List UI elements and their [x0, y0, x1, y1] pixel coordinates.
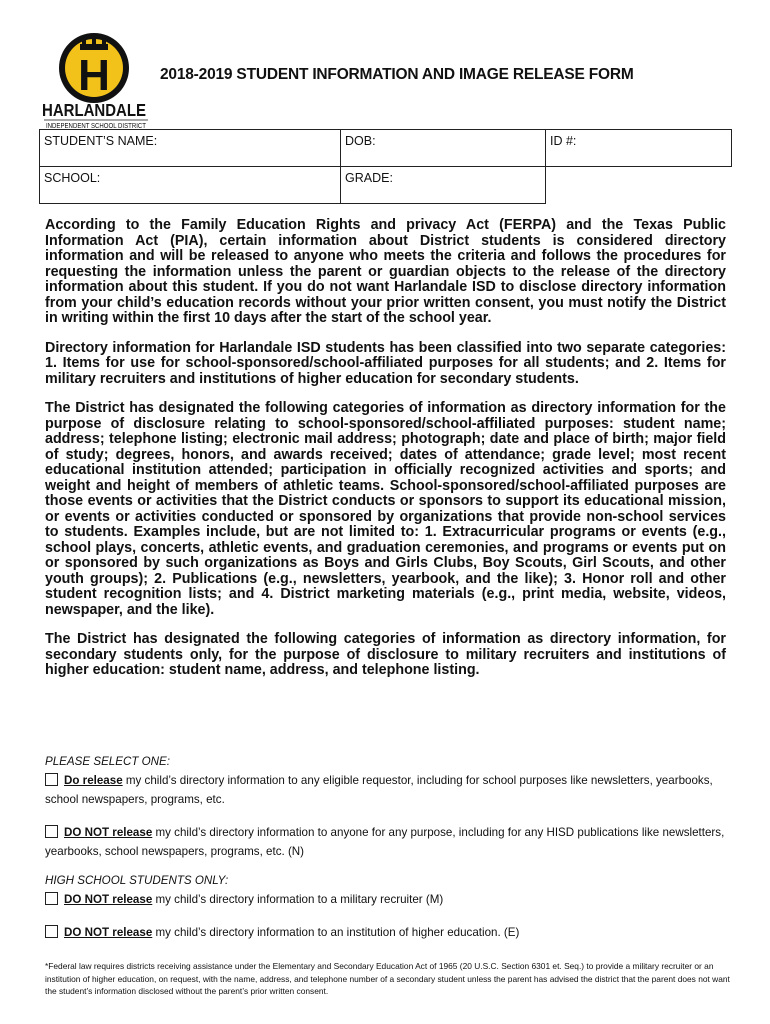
grade-field[interactable]: GRADE:: [341, 167, 546, 204]
categories-paragraph: Directory information for Harlandale ISD students has been classified into two separate categories: 1. Items for use for school-sponsored/school-affiliated purposes for all students; and 2. Items for military recruiters and institutions of higher education for secondary students.: [45, 339, 726, 387]
form-title: 2018-2019 STUDENT INFORMATION AND IMAGE RELEASE FORM: [160, 66, 634, 83]
id-field[interactable]: ID #:: [546, 130, 732, 167]
empty-cell: [546, 167, 732, 204]
option-higher-education: DO NOT release my child’s directory information to an institution of higher education. (E): [45, 923, 731, 942]
school-field[interactable]: SCHOOL:: [40, 167, 341, 204]
please-select-label: PLEASE SELECT ONE:: [45, 755, 171, 768]
high-school-label: HIGH SCHOOL STUDENTS ONLY:: [45, 874, 229, 887]
option-do-not-release: DO NOT release my child’s directory information to anyone for any purpose, including for any HISD publications like newsletters, yearbooks, school newspapers, programs, etc. (N): [45, 826, 725, 858]
dob-field[interactable]: DOB:: [341, 130, 546, 167]
option-military: DO NOT release my child’s directory information to a military recruiter (M): [45, 890, 731, 909]
svg-text:HARLANDALE: HARLANDALE: [42, 100, 146, 120]
harlandale-seal-icon: [44, 30, 152, 130]
secondary-paragraph: The District has designated the following categories of information as directory information, for secondary students only, for the purpose of disclosure to military recruiters and institutions of higher education: student name, address, and telephone listing.: [45, 631, 726, 678]
do-release-checkbox[interactable]: [45, 773, 58, 786]
student-info-table: [39, 129, 732, 204]
school-purposes-paragraph: The District has designated the following categories of information as directory information for the purpose of disclosure relating to school-sponsored/school-affiliated purposes: student name; address; telephone listing; electronic mail address; photograph; date and place of birth; major field of study; degrees, honors, and awards received; dates of attendance; grade level; most recent educational institution attended; participation in officially recognized activities and sports; and weight and height of members of athletic teams. School-sponsored/school-affiliated purposes are those events or activities that the District conducts or sponsors to support its educational mission, or events or activities conducted or sponsored by organizations that provide non-school services to students. Examples include, but are not limited to: 1. Extracurricular programs or events (e.g., school plays, concerts, athletic events, and graduation ceremonies, and programs or events put on or sponsored by such organizations as Boys and Girls Clubs, Boy Scouts, Girl Scouts, and other youth groups); 2. Publications (e.g., newsletters, yearbook, and the like); 3. Honor roll and other student recognition lists; and 4. District marketing materials (e.g., print media, website, videos, newspaper, and the like).: [45, 400, 726, 618]
ferpa-paragraph: According to the Family Education Rights and privacy Act (FERPA) and the Texas Public Information Act (PIA), certain information about District students is considered directory information and will be released to anyone who meets the criteria and follows the procedures for requesting the information unless the parent or guardian objects to the release of the directory information about this student. If you do not want Harlandale ISD to disclose directory information from your child’s education records without your prior written consent, you must notify the District in writing within the first 10 days after the start of the school year.: [45, 217, 726, 326]
selection-area: [45, 752, 731, 942]
do-not-release-checkbox[interactable]: [45, 825, 58, 838]
district-logo: [44, 30, 152, 130]
student-name-field[interactable]: STUDENT’S NAME:: [40, 130, 341, 167]
footnote: *Federal law requires districts receiving assistance under the Elementary and Secondary Education Act of 1965 (20 U.S.C. Section 6301 et. Seq.) to provide a military recruiter or an institution of higher education, on request, with the name, address, and telephone number of a secondary student unless the parent has advised the district that the parent does not want the student’s information disclosed without the parent’s prior written consent.: [45, 961, 730, 996]
svg-text:INDEPENDENT SCHOOL DISTRICT: INDEPENDENT SCHOOL DISTRICT: [46, 123, 147, 130]
svg-text:H: H: [78, 51, 110, 100]
higher-education-checkbox[interactable]: [45, 925, 58, 938]
military-checkbox[interactable]: [45, 892, 58, 905]
body-text: [45, 218, 726, 693]
option-do-release: Do release my child’s directory information to any eligible requestor, including for school purposes like newsletters, yearbooks, school newspapers, programs, etc.: [45, 774, 713, 806]
